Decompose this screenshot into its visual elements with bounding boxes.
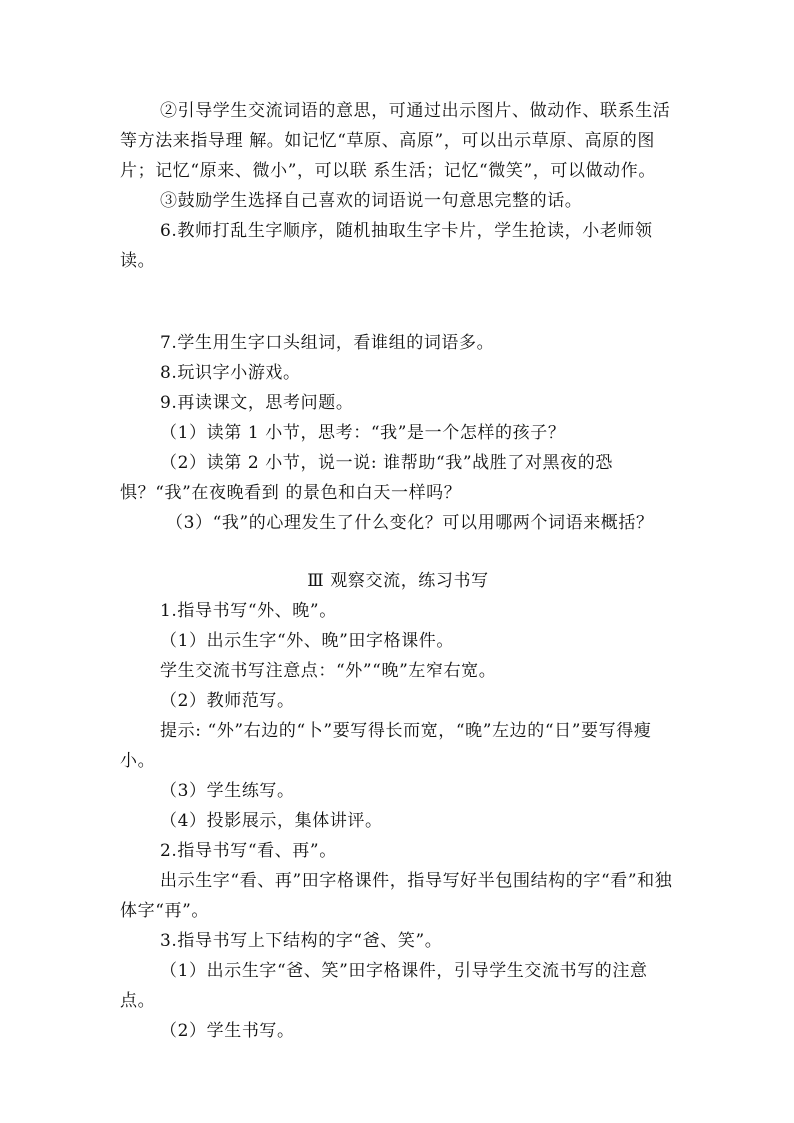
paragraph-writing-1-2: （2）教师范写。 — [160, 691, 295, 711]
paragraph-writing-1: 1.指导书写“外、晚”。 — [160, 601, 337, 621]
paragraph-writing-1-3: （3）学生练写。 — [160, 781, 295, 801]
section-heading: Ⅲ 观察交流，练习书写 — [307, 571, 489, 591]
paragraph-writing-tip: 提示: “外”右边的“卜”要写得长而宽，“晚”左边的“日”要写得瘦小。 — [120, 721, 652, 771]
paragraph-vocab-meaning: ②引导学生交流词语的意思，可通过出示图片、做动作、联系生活等方法来指导理 解。如记忆“草原、高原”，可以出示草原、高原的图片；记忆“原来、微小”，可以联 系生活；记忆“微笑”，可以做动作。 — [120, 101, 671, 181]
paragraph-writing-2: 2.指导书写“看、再”。 — [160, 841, 337, 861]
paragraph-writing-1-4: （4）投影展示，集体讲评。 — [160, 811, 383, 831]
paragraph-writing-notes: 学生交流书写注意点：“外”“晚”左窄右宽。 — [160, 661, 497, 681]
paragraph-step-8: 8.玩识字小游戏。 — [160, 363, 301, 383]
paragraph-step-7: 7.学生用生字口头组词，看谁组的词语多。 — [160, 333, 495, 353]
paragraph-writing-2-detail: 出示生字“看、再”田字格课件，指导写好半包围结构的字“看”和独体字“再”。 — [120, 871, 673, 921]
document-body — [120, 96, 676, 1046]
paragraph-step-6: 6.教师打乱生字顺序，随机抽取生字卡片，学生抢读，小老师领读。 — [120, 221, 653, 271]
paragraph-sentence-making: ③鼓励学生选择自己喜欢的词语说一句意思完整的话。 — [160, 191, 583, 211]
paragraph-writing-3-2: （2）学生书写。 — [160, 1021, 295, 1041]
paragraph-writing-1-1: （1）出示生字“外、晚”田字格课件。 — [160, 631, 454, 651]
spacer — [120, 276, 676, 328]
paragraph-step-9: 9.再读课文，思考问题。 — [160, 393, 354, 413]
spacer — [120, 538, 676, 566]
paragraph-question-1: （1）读第 1 小节，思考：“我”是一个怎样的孩子？ — [160, 423, 566, 443]
paragraph-question-3: （3）“我”的心理发生了什么变化？可以用哪两个词语来概括？ — [166, 513, 654, 533]
paragraph-question-2: （2）读第 2 小节，说一说: 谁帮助“我”战胜了对黑夜的恐惧？“我”在夜晚看到 的景色和白天一样吗？ — [120, 453, 613, 503]
paragraph-writing-3: 3.指导书写上下结构的字“爸、笑”。 — [160, 931, 443, 951]
paragraph-writing-3-1: （1）出示生字“爸、笑”田字格课件，引导学生交流书写的注意点。 — [120, 961, 648, 1011]
